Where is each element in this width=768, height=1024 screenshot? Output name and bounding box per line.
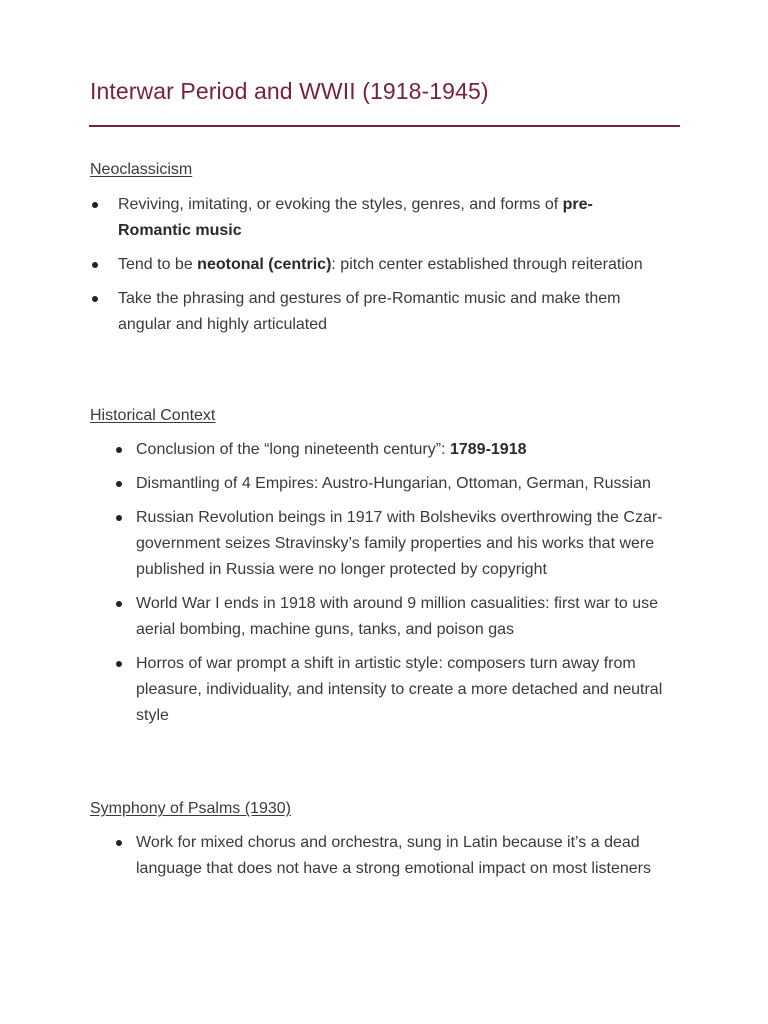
item-bold-text: neotonal (centric) <box>197 256 332 273</box>
section-heading-symphony-of-psalms: Symphony of Psalms (1930) <box>90 800 291 817</box>
bullet-icon <box>116 447 122 453</box>
bullet-icon <box>116 481 122 487</box>
list-item <box>118 286 658 338</box>
item-text: Tend to be <box>118 256 198 273</box>
bullet-icon <box>116 840 122 846</box>
item-text: Conclusion of the “long nineteenth century”: <box>136 441 450 458</box>
item-text: Dismantling of 4 Empires: Austro-Hungarian, Ottoman, German, Russian <box>136 475 651 492</box>
bullet-icon <box>92 262 98 268</box>
bullet-icon <box>92 202 98 208</box>
list-item <box>118 192 658 244</box>
list-item <box>136 651 684 729</box>
historical-context-list <box>136 437 684 729</box>
bullet-icon <box>116 515 122 521</box>
list-item <box>136 437 684 463</box>
item-text: Work for mixed chorus and orchestra, sung in Latin because it’s a dead language that does not have a strong emotional impact on most listeners <box>136 834 651 877</box>
item-text: Take the phrasing and gestures of pre-Romantic music and make them angular and highly articulated <box>118 290 621 333</box>
item-bold-text: pre-Romantic music <box>118 196 593 239</box>
item-text: World War I ends in 1918 with around 9 million casualities: first war to use aerial bombing, machine guns, tanks, and poison gas <box>136 595 659 638</box>
list-item <box>136 591 684 643</box>
section-heading-historical-context: Historical Context <box>90 407 216 424</box>
section-heading-neoclassicism: Neoclassicism <box>90 161 193 178</box>
list-item <box>136 505 684 583</box>
title-divider <box>89 125 680 127</box>
bullet-icon <box>116 661 122 667</box>
list-item <box>118 252 658 278</box>
list-item <box>136 471 684 497</box>
item-bold-text: 1789-1918 <box>449 441 527 458</box>
bullet-icon <box>92 296 98 302</box>
neoclassicism-list <box>118 192 658 338</box>
symphony-of-psalms-list <box>136 830 684 882</box>
bullet-icon <box>116 601 122 607</box>
page-title: Interwar Period and WWII (1918-1945) <box>90 78 489 104</box>
item-text-tail: : pitch center established through reiteration <box>331 256 643 273</box>
item-text: Russian Revolution beings in 1917 with Bolsheviks overthrowing the Czar-government seizes Stravinsky’s family properties and his works that were published in Russia were no longer protected by copyright <box>136 509 663 578</box>
item-text: Reviving, imitating, or evoking the styles, genres, and forms of <box>118 196 563 213</box>
item-text: Horros of war prompt a shift in artistic style: composers turn away from pleasure, individuality, and intensity to create a more detached and neutral style <box>136 655 663 724</box>
list-item <box>136 830 684 882</box>
